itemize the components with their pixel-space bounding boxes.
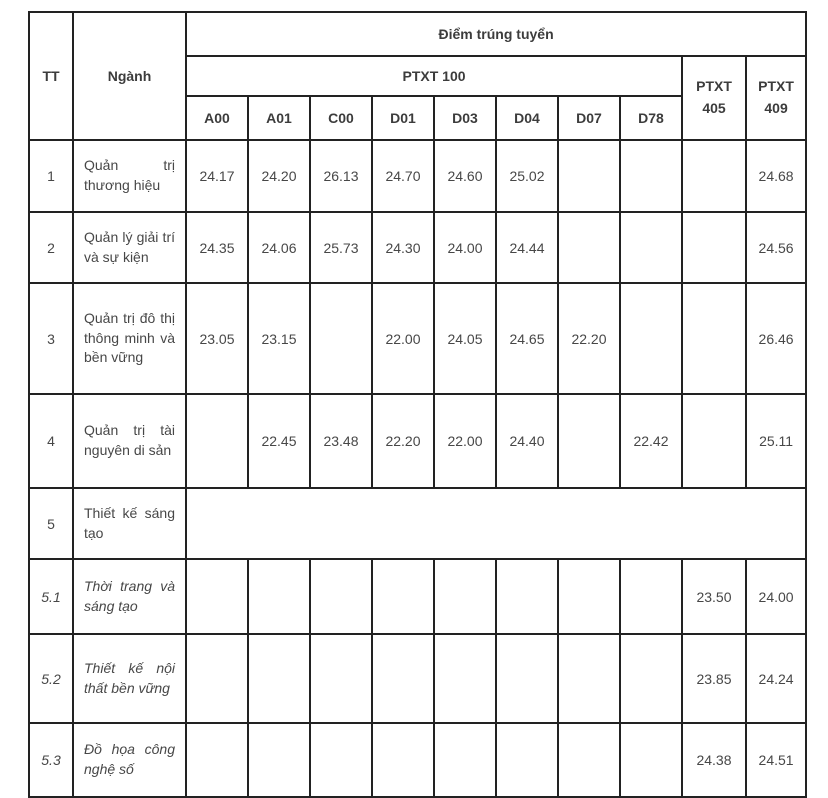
score-cell bbox=[558, 140, 620, 212]
score-cell bbox=[434, 559, 496, 634]
score-cell bbox=[558, 723, 620, 797]
score-cell bbox=[434, 634, 496, 723]
table-row bbox=[29, 723, 806, 797]
score-cell bbox=[558, 559, 620, 634]
score-cell: 24.60 bbox=[434, 140, 496, 212]
score-cell: 23.50 bbox=[682, 559, 746, 634]
header-diem-trung-tuyen: Điểm trúng tuyển bbox=[186, 12, 806, 56]
header-nganh: Ngành bbox=[73, 12, 186, 140]
score-cell: 24.38 bbox=[682, 723, 746, 797]
score-cell bbox=[186, 394, 248, 488]
score-cell: 23.15 bbox=[248, 283, 310, 394]
nganh-cell: Quản trị thương hiệu bbox=[73, 140, 186, 212]
score-cell bbox=[186, 723, 248, 797]
score-cell: 22.00 bbox=[372, 283, 434, 394]
score-cell bbox=[310, 723, 372, 797]
score-cell: 24.24 bbox=[746, 634, 806, 723]
score-cell: 22.00 bbox=[434, 394, 496, 488]
score-cell: 24.40 bbox=[496, 394, 558, 488]
table-header bbox=[29, 12, 806, 140]
tt-cell: 4 bbox=[29, 394, 73, 488]
score-cell: 24.06 bbox=[248, 212, 310, 283]
score-cell bbox=[682, 140, 746, 212]
score-cell: 24.30 bbox=[372, 212, 434, 283]
score-cell bbox=[310, 559, 372, 634]
nganh-cell: Đồ họa công nghệ số bbox=[73, 723, 186, 797]
table-row bbox=[29, 394, 806, 488]
nganh-cell: Thiết kế nội thất bền vững bbox=[73, 634, 186, 723]
score-cell: 24.51 bbox=[746, 723, 806, 797]
header-ptxt-409-number: 409 bbox=[764, 100, 788, 116]
score-cell bbox=[186, 559, 248, 634]
nganh-cell: Thiết kế sáng tạo bbox=[73, 488, 186, 559]
table-body bbox=[29, 140, 806, 797]
nganh-cell: Quản trị đô thị thông minh và bền vững bbox=[73, 283, 186, 394]
nganh-cell: Quản lý giải trí và sự kiện bbox=[73, 212, 186, 283]
tt-cell: 5.3 bbox=[29, 723, 73, 797]
score-cell: 24.70 bbox=[372, 140, 434, 212]
score-cell: 22.20 bbox=[372, 394, 434, 488]
tt-cell: 5.2 bbox=[29, 634, 73, 723]
score-cell: 23.05 bbox=[186, 283, 248, 394]
tt-cell: 3 bbox=[29, 283, 73, 394]
score-cell bbox=[682, 394, 746, 488]
score-cell: 24.17 bbox=[186, 140, 248, 212]
score-cell bbox=[372, 634, 434, 723]
score-cell: 24.05 bbox=[434, 283, 496, 394]
table-row bbox=[29, 559, 806, 634]
header-subject-d03: D03 bbox=[434, 96, 496, 140]
tt-cell: 5.1 bbox=[29, 559, 73, 634]
header-subject-c00: C00 bbox=[310, 96, 372, 140]
score-cell bbox=[310, 283, 372, 394]
score-cell bbox=[434, 723, 496, 797]
score-cell: 24.65 bbox=[496, 283, 558, 394]
score-cell: 24.68 bbox=[746, 140, 806, 212]
table-row bbox=[29, 140, 806, 212]
score-cell bbox=[310, 634, 372, 723]
header-ptxt-409 bbox=[746, 56, 806, 140]
score-cell bbox=[496, 559, 558, 634]
header-subject-a00: A00 bbox=[186, 96, 248, 140]
admission-scores-table bbox=[28, 11, 807, 798]
tt-cell: 2 bbox=[29, 212, 73, 283]
score-cell bbox=[248, 634, 310, 723]
score-cell bbox=[558, 212, 620, 283]
header-tt: TT bbox=[29, 12, 73, 140]
score-cell bbox=[558, 394, 620, 488]
score-cell: 25.11 bbox=[746, 394, 806, 488]
nganh-cell: Quản trị tài nguyên di sản bbox=[73, 394, 186, 488]
score-cell: 24.00 bbox=[746, 559, 806, 634]
score-cell: 24.56 bbox=[746, 212, 806, 283]
score-cell bbox=[496, 723, 558, 797]
table-row bbox=[29, 212, 806, 283]
score-cell bbox=[620, 283, 682, 394]
score-cell bbox=[620, 212, 682, 283]
header-subject-a01: A01 bbox=[248, 96, 310, 140]
score-cell: 22.20 bbox=[558, 283, 620, 394]
score-cell: 26.46 bbox=[746, 283, 806, 394]
header-subject-d78: D78 bbox=[620, 96, 682, 140]
score-cell: 25.73 bbox=[310, 212, 372, 283]
header-subject-d07: D07 bbox=[558, 96, 620, 140]
score-cell: 24.00 bbox=[434, 212, 496, 283]
tt-cell: 1 bbox=[29, 140, 73, 212]
score-cell: 23.48 bbox=[310, 394, 372, 488]
score-cell: 23.85 bbox=[682, 634, 746, 723]
table-row bbox=[29, 488, 806, 559]
score-cell bbox=[372, 559, 434, 634]
score-cell bbox=[186, 634, 248, 723]
score-cell bbox=[620, 140, 682, 212]
score-cell: 24.35 bbox=[186, 212, 248, 283]
score-cell: 24.44 bbox=[496, 212, 558, 283]
header-subject-d01: D01 bbox=[372, 96, 434, 140]
tt-cell: 5 bbox=[29, 488, 73, 559]
score-cell bbox=[682, 212, 746, 283]
header-ptxt-405-label: PTXT bbox=[696, 78, 732, 95]
score-cell: 22.42 bbox=[620, 394, 682, 488]
header-ptxt-405-number: 405 bbox=[702, 100, 726, 116]
score-cell bbox=[558, 634, 620, 723]
header-row-1 bbox=[29, 12, 806, 56]
score-cell bbox=[372, 723, 434, 797]
score-cell bbox=[620, 723, 682, 797]
merged-empty-cell bbox=[186, 488, 806, 559]
score-cell bbox=[620, 559, 682, 634]
score-cell: 26.13 bbox=[310, 140, 372, 212]
score-cell: 25.02 bbox=[496, 140, 558, 212]
score-cell bbox=[496, 634, 558, 723]
header-ptxt-405 bbox=[682, 56, 746, 140]
score-cell bbox=[248, 559, 310, 634]
table-row bbox=[29, 283, 806, 394]
score-cell: 22.45 bbox=[248, 394, 310, 488]
table-row bbox=[29, 634, 806, 723]
score-cell: 24.20 bbox=[248, 140, 310, 212]
score-cell bbox=[248, 723, 310, 797]
score-cell bbox=[682, 283, 746, 394]
header-ptxt-100: PTXT 100 bbox=[186, 56, 682, 96]
nganh-cell: Thời trang và sáng tạo bbox=[73, 559, 186, 634]
header-subject-d04: D04 bbox=[496, 96, 558, 140]
score-cell bbox=[620, 634, 682, 723]
header-ptxt-409-label: PTXT bbox=[758, 78, 794, 95]
